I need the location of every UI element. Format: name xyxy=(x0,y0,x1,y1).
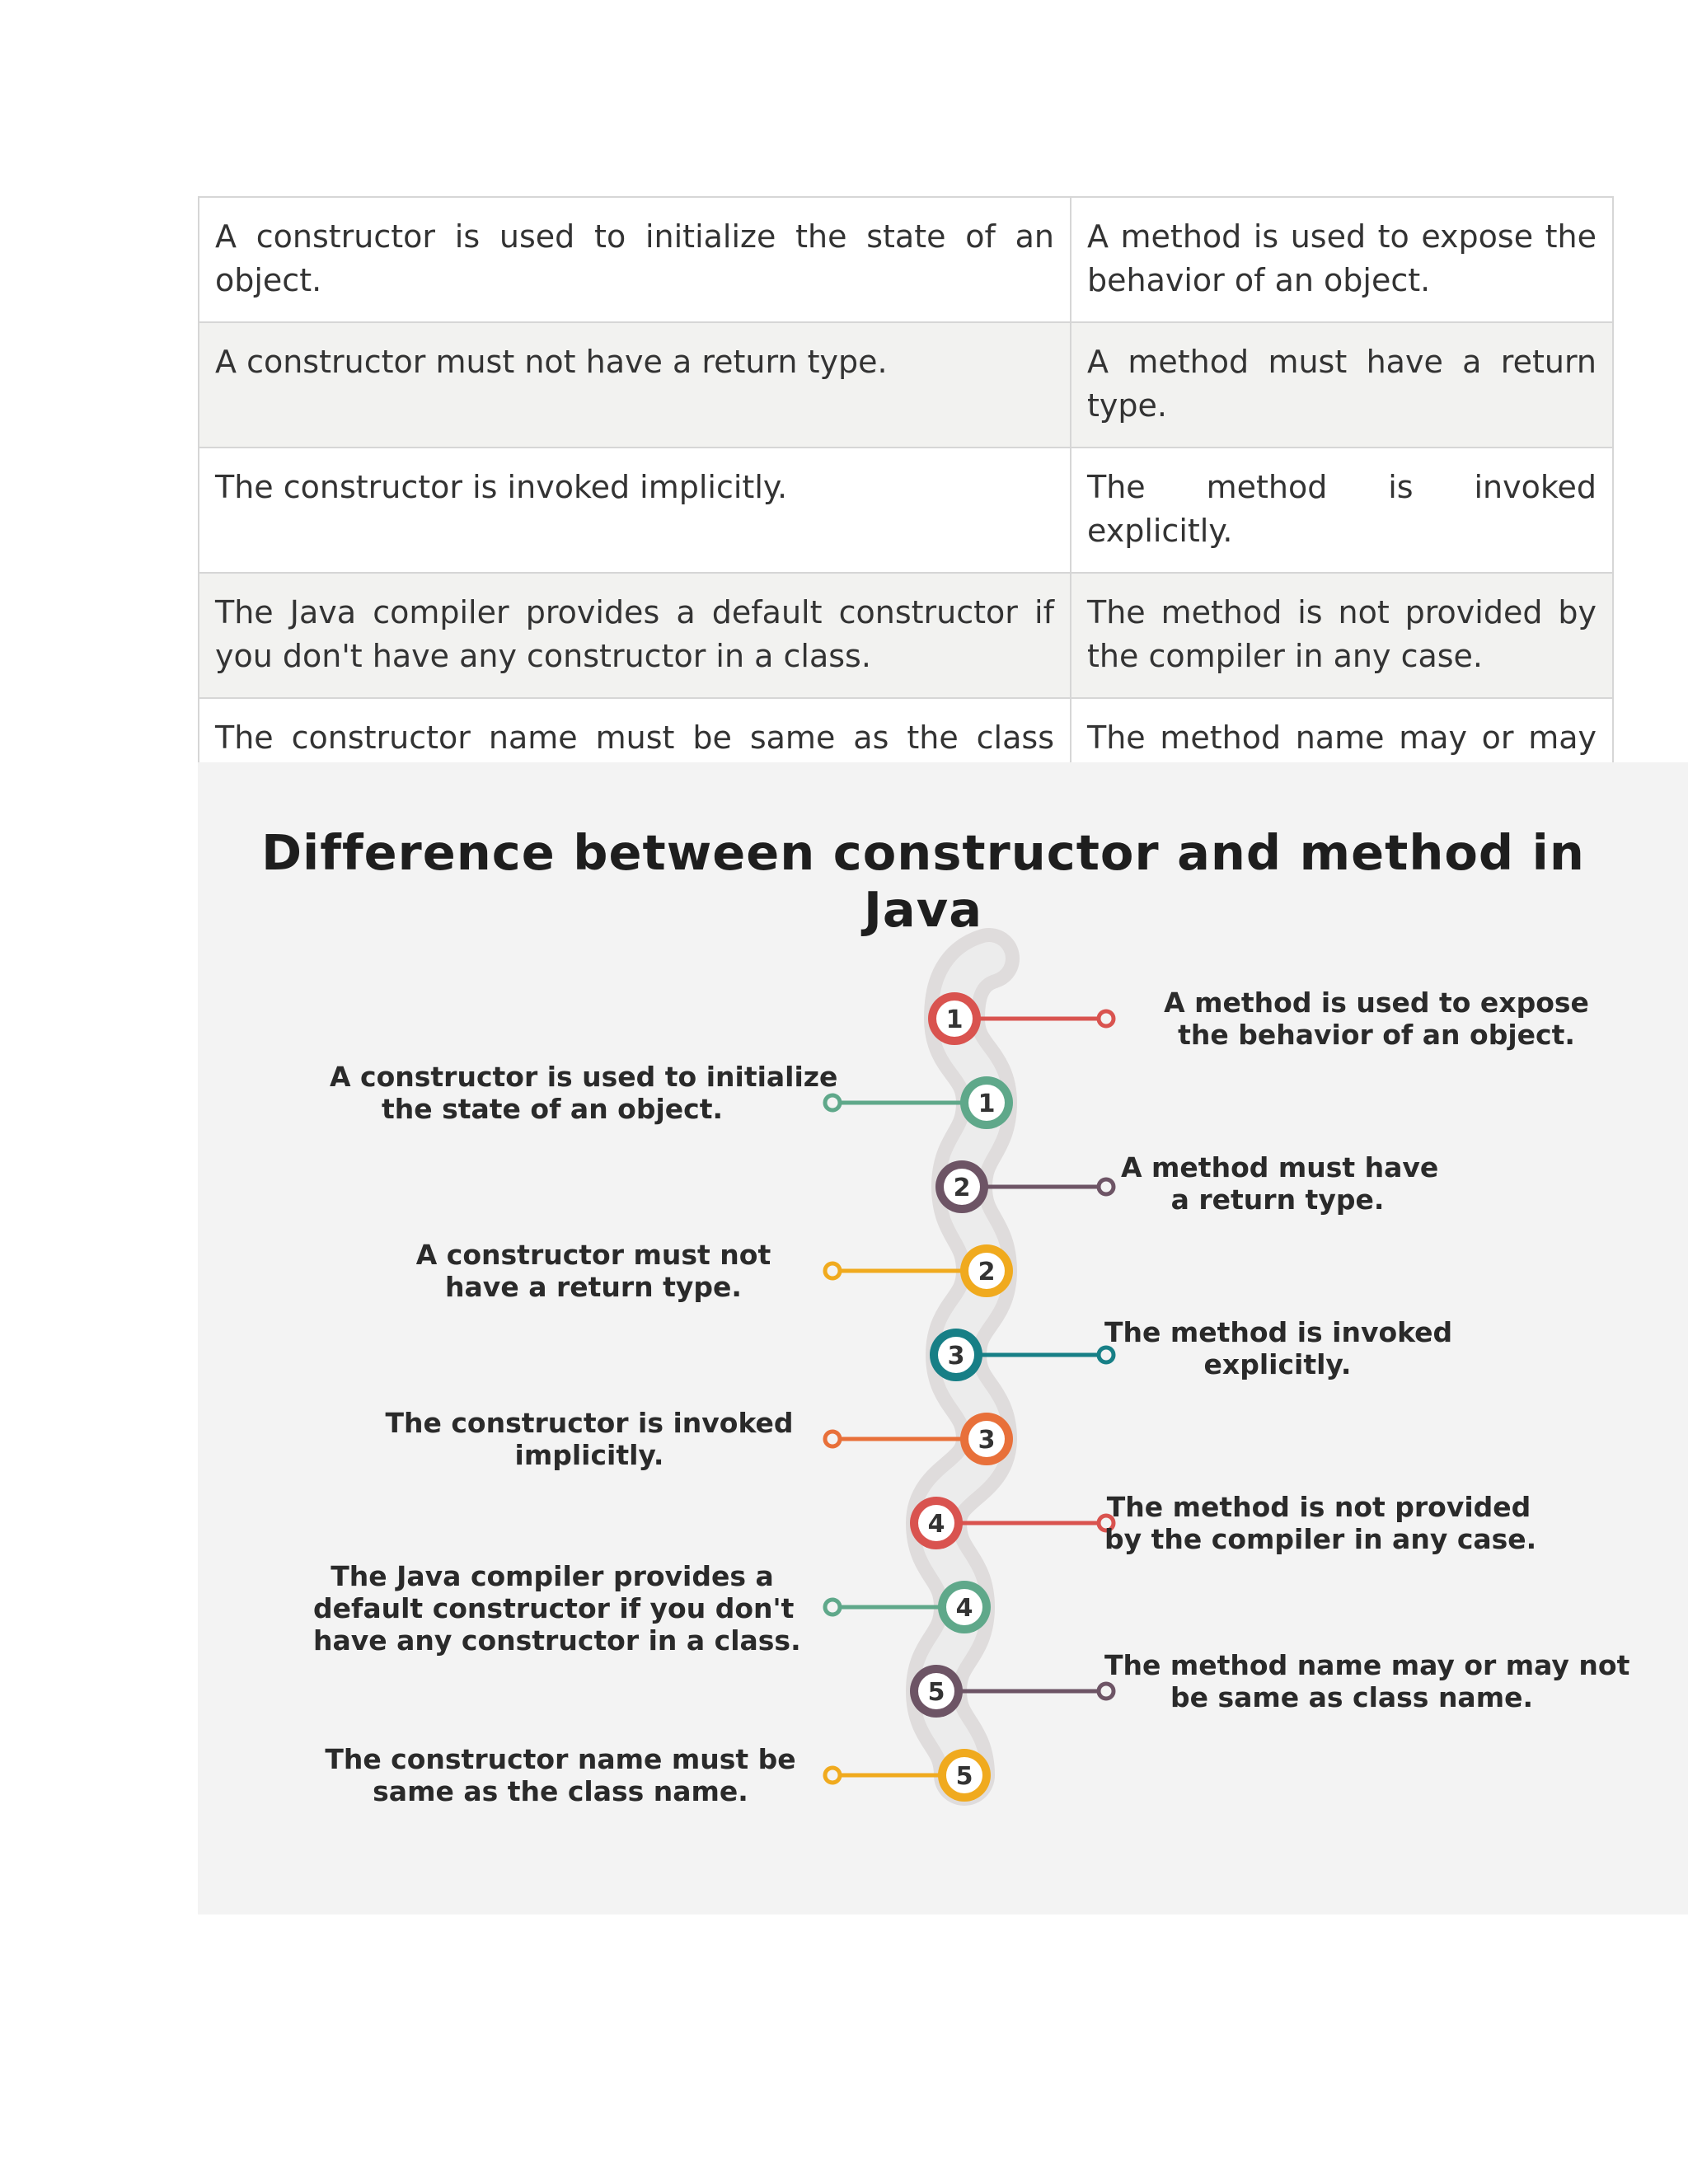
label-line: a return type. xyxy=(1170,1183,1385,1216)
table-row xyxy=(199,322,1613,448)
label-line: The Java compiler provides a xyxy=(331,1560,774,1592)
method-cell: A method is used to expose the behavior of an object. xyxy=(1071,197,1613,322)
label-line: The method name may or may not xyxy=(1104,1649,1630,1681)
constructor-label xyxy=(313,1560,801,1657)
connector-end-dot xyxy=(825,1600,840,1615)
connector-end-dot xyxy=(825,1263,840,1278)
table-row xyxy=(199,197,1613,322)
constructor-label xyxy=(363,1407,816,1471)
step-number: 3 xyxy=(947,1342,965,1371)
method-cell: The method is invoked explicitly. xyxy=(1071,448,1613,573)
label-line: The constructor name must be xyxy=(325,1743,796,1775)
method-label xyxy=(1104,1491,1537,1555)
step-number: 4 xyxy=(955,1594,973,1623)
method-label xyxy=(1104,1316,1451,1380)
label-line: be same as class name. xyxy=(1170,1681,1534,1713)
method-label xyxy=(1121,1151,1439,1216)
method-node xyxy=(930,1329,1114,1381)
constructor-cell: A constructor is used to initialize the state of an object. xyxy=(199,197,1071,322)
connector-end-dot xyxy=(1099,1011,1114,1026)
step-number: 1 xyxy=(945,1005,964,1034)
comparison-table xyxy=(198,196,1614,824)
label-line: explicitly. xyxy=(1203,1348,1352,1380)
method-label xyxy=(1104,1649,1630,1713)
infographic xyxy=(198,762,1688,1915)
label-line: by the compiler in any case. xyxy=(1104,1523,1537,1555)
label-line: have a return type. xyxy=(445,1271,742,1303)
method-cell: A method must have a return type. xyxy=(1071,322,1613,448)
infographic-diagram xyxy=(198,762,1688,1915)
label-line: A method must have xyxy=(1121,1151,1439,1183)
constructor-node xyxy=(825,1749,991,1802)
method-label xyxy=(1121,987,1632,1051)
step-number: 2 xyxy=(953,1174,971,1202)
label-line: A method is used to expose xyxy=(1164,987,1589,1019)
table-row xyxy=(199,448,1613,573)
constructor-node xyxy=(825,1076,1013,1129)
step-number: 1 xyxy=(978,1090,996,1118)
step-number: 5 xyxy=(927,1678,945,1707)
method-cell: The method name may or may xyxy=(1071,698,1613,823)
method-cell: The method is not provided by the compiler in any case. xyxy=(1071,573,1613,698)
label-line: same as the class name. xyxy=(373,1775,748,1807)
label-line: The method is not provided xyxy=(1106,1491,1531,1523)
step-number: 5 xyxy=(955,1762,973,1791)
method-node xyxy=(935,1160,1114,1213)
constructor-node xyxy=(825,1244,1013,1297)
constructor-label xyxy=(412,1239,775,1303)
constructor-cell: The constructor name must be same as the class xyxy=(199,698,1071,823)
label-line: A constructor must not xyxy=(415,1239,771,1271)
method-node xyxy=(910,1665,1114,1718)
label-line: default constructor if you don't xyxy=(313,1592,795,1624)
label-line: The method is invoked xyxy=(1104,1316,1453,1348)
label-line: the state of an object. xyxy=(381,1093,724,1125)
constructor-node xyxy=(825,1581,991,1633)
constructor-cell: The constructor is invoked implicitly. xyxy=(199,448,1071,573)
constructor-label xyxy=(313,1743,808,1807)
infographic-title: Difference between constructor and method in Java xyxy=(261,824,1585,938)
constructor-node xyxy=(825,1413,1013,1465)
method-node xyxy=(910,1497,1114,1549)
label-line: A constructor is used to initialize xyxy=(330,1061,838,1093)
step-number: 2 xyxy=(978,1258,996,1286)
constructor-cell: A constructor must not have a return type. xyxy=(199,322,1071,448)
connector-end-dot xyxy=(825,1768,840,1783)
connector-end-dot xyxy=(825,1432,840,1446)
label-line: have any constructor in a class. xyxy=(313,1624,801,1657)
method-node xyxy=(928,992,1114,1045)
constructor-cell: The Java compiler provides a default constructor if you don't have any constructor in a class. xyxy=(199,573,1071,698)
step-number: 3 xyxy=(978,1426,996,1455)
label-line: The constructor is invoked xyxy=(385,1407,794,1439)
constructor-label xyxy=(330,1061,838,1125)
step-number: 4 xyxy=(927,1510,945,1539)
table-row xyxy=(199,573,1613,698)
connector-end-dot xyxy=(1099,1179,1114,1194)
label-line: implicitly. xyxy=(514,1439,664,1471)
connector-end-dot xyxy=(825,1095,840,1110)
label-line: the behavior of an object. xyxy=(1178,1019,1575,1051)
